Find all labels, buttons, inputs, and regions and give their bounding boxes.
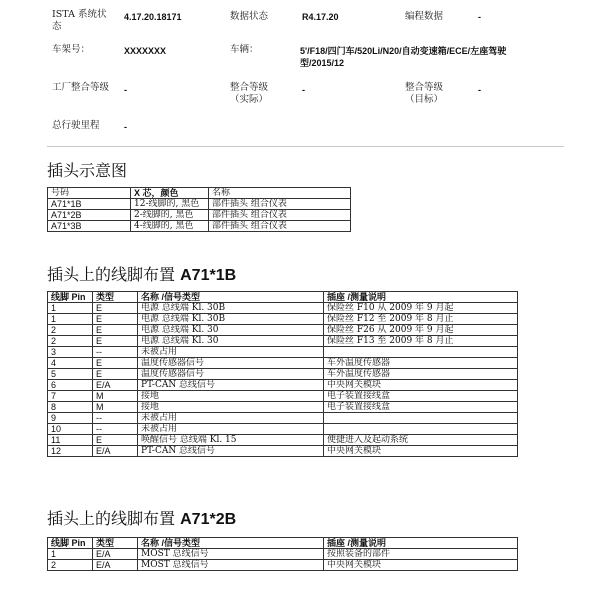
table-row [48, 446, 518, 457]
pin-signal: 温度传感器信号 [138, 369, 324, 380]
pin-signal: PT-CAN 总线信号 [138, 380, 324, 391]
table-row [48, 325, 518, 336]
pin-signal: 唤醒信号 总线端 Kl. 15 [138, 435, 324, 446]
pin-signal: 电源 总线端 Kl. 30 [138, 325, 324, 336]
pin-assignment-1-title-text: 插头上的线脚布置 [47, 265, 176, 284]
pin-table-header [48, 538, 518, 549]
pin-signal: 电源 总线端 Kl. 30B [138, 314, 324, 325]
pin-signal: 接地 [138, 391, 324, 402]
table-row [48, 391, 518, 402]
plug-table [47, 187, 351, 232]
pin-type: M [93, 402, 138, 413]
factory-integration-value: - [124, 85, 127, 95]
pin-number: 6 [48, 380, 93, 391]
pin-socket [324, 347, 518, 358]
plug-name: 部件插头 组合仪表 [209, 210, 351, 221]
pin-socket: 中央网关模块 [324, 560, 518, 571]
pin-signal: PT-CAN 总线信号 [138, 446, 324, 457]
mileage-label: 总行驶里程 [52, 120, 100, 131]
pin-type: E [93, 303, 138, 314]
pin-type: M [93, 391, 138, 402]
pin-number: 12 [48, 446, 93, 457]
pin-socket: 保险丝 F26 从 2009 年 9 月起 [324, 325, 518, 336]
pin-number: 2 [48, 560, 93, 571]
pin-socket: 保险丝 F10 从 2009 年 9 月起 [324, 303, 518, 314]
integration-actual-label: 整合等级（实际） [230, 82, 269, 105]
pin-assignment-1-title-code: A71*1B [180, 267, 237, 284]
pin-number: 8 [48, 402, 93, 413]
pin-socket [324, 424, 518, 435]
pin-number: 9 [48, 413, 93, 424]
header-pins-color: X 芯，颜色 [131, 188, 209, 199]
pin-assignment-2-title-code: A71*2B [180, 511, 237, 528]
pin-signal: 温度传感器信号 [138, 358, 324, 369]
vehicle-value: 5'/F18/四门车/520Li/N20/自动变速箱/ECE/左座驾驶型/2015/12 [300, 46, 507, 68]
data-status-label: 数据状态 [230, 11, 269, 22]
pin-type: E [93, 358, 138, 369]
plug-pins-color: 2-线脚的, 黑色 [131, 210, 209, 221]
table-row [48, 560, 518, 571]
ista-status-label: ISTA 系统状态 [52, 9, 107, 32]
pin-number: 11 [48, 435, 93, 446]
ista-status-value: 4.17.20.18171 [124, 12, 182, 22]
pin-number: 1 [48, 549, 93, 560]
plug-table-header [48, 188, 351, 199]
header-pin: 线脚 Pin [48, 538, 93, 549]
table-row [48, 221, 351, 232]
pin-signal: MOST 总线信号 [138, 560, 324, 571]
pin-number: 1 [48, 303, 93, 314]
pin-socket: 按照装备的部件 [324, 549, 518, 560]
chassis-value: XXXXXXX [124, 46, 167, 56]
header-name: 名称 [209, 188, 351, 199]
pin-number: 7 [48, 391, 93, 402]
pin-socket: 车外温度传感器 [324, 369, 518, 380]
pin-table-header [48, 292, 518, 303]
header-type: 类型 [93, 538, 138, 549]
table-row [48, 549, 518, 560]
pin-number: 3 [48, 347, 93, 358]
pin-number: 1 [48, 314, 93, 325]
pin-signal: MOST 总线信号 [138, 549, 324, 560]
table-row [48, 314, 518, 325]
pin-socket: 车外温度传感器 [324, 358, 518, 369]
plug-pins-color: 4-线脚的, 黑色 [131, 221, 209, 232]
pin-type: E/A [93, 560, 138, 571]
pin-signal: 未被占用 [138, 347, 324, 358]
table-row [48, 380, 518, 391]
pin-type: E [93, 369, 138, 380]
plug-diagram-title: 插头示意图 [47, 161, 128, 180]
pin-type: E [93, 336, 138, 347]
pin-number: 4 [48, 358, 93, 369]
header-number: 号码 [48, 188, 131, 199]
programming-data-label: 编程数据 [405, 11, 444, 22]
table-row [48, 358, 518, 369]
pin-socket [324, 413, 518, 424]
plug-number: A71*2B [48, 210, 131, 221]
pin-number: 2 [48, 336, 93, 347]
data-status-value: R4.17.20 [302, 12, 339, 22]
pin-type: -- [93, 424, 138, 435]
pin-type: E [93, 435, 138, 446]
pin-type: E [93, 325, 138, 336]
pin-socket: 保险丝 F12 至 2009 年 8 月止 [324, 314, 518, 325]
table-row [48, 435, 518, 446]
pin-socket: 保险丝 F13 至 2009 年 8 月止 [324, 336, 518, 347]
header-pin: 线脚 Pin [48, 292, 93, 303]
pin-signal: 未被占用 [138, 413, 324, 424]
pin-signal: 未被占用 [138, 424, 324, 435]
pin-signal: 电源 总线端 Kl. 30B [138, 303, 324, 314]
pin-socket: 便捷进入及起动系统 [324, 435, 518, 446]
header-socket: 插座 /测量说明 [324, 538, 518, 549]
plug-number: A71*1B [48, 199, 131, 210]
header-signal: 名称 /信号类型 [138, 292, 324, 303]
pin-type: E/A [93, 380, 138, 391]
plug-number: A71*3B [48, 221, 131, 232]
pin-assignment-1-title [47, 265, 236, 286]
plug-name: 部件插头 组合仪表 [209, 221, 351, 232]
factory-integration-label: 工厂整合等级 [52, 82, 110, 93]
pin-assignment-2-title [47, 509, 236, 530]
pin-signal: 电源 总线端 Kl. 30 [138, 336, 324, 347]
chassis-label: 车架号： [52, 44, 91, 55]
pin-type: E/A [93, 446, 138, 457]
table-row [48, 402, 518, 413]
section-divider [47, 146, 564, 147]
table-row [48, 336, 518, 347]
pin-number: 5 [48, 369, 93, 380]
integration-actual-value: - [302, 85, 305, 95]
header-signal: 名称 /信号类型 [138, 538, 324, 549]
plug-name: 部件插头 组合仪表 [209, 199, 351, 210]
pin-number: 2 [48, 325, 93, 336]
pin-socket: 中央网关模块 [324, 380, 518, 391]
pin-type: E [93, 314, 138, 325]
pin-assignment-2-title-text: 插头上的线脚布置 [47, 509, 176, 528]
pin-type: -- [93, 413, 138, 424]
plug-pins-color: 12-线脚的, 黑色 [131, 199, 209, 210]
header-type: 类型 [93, 292, 138, 303]
pin-signal: 接地 [138, 402, 324, 413]
header-socket: 插座 /测量说明 [324, 292, 518, 303]
table-row [48, 369, 518, 380]
table-row [48, 199, 351, 210]
table-row [48, 424, 518, 435]
pin-socket: 电子装置接线盒 [324, 402, 518, 413]
pin-socket: 中央网关模块 [324, 446, 518, 457]
programming-data-value: - [478, 12, 481, 22]
pin-type: E/A [93, 549, 138, 560]
pin-table-body [48, 549, 518, 571]
table-row [48, 210, 351, 221]
integration-target-label: 整合等级（目标） [405, 82, 444, 105]
vehicle-label: 车辆： [230, 44, 259, 55]
pin-table-a71-1b [47, 291, 518, 457]
pin-table-a71-2b [47, 537, 518, 571]
pin-type: -- [93, 347, 138, 358]
pin-socket: 电子装置接线盒 [324, 391, 518, 402]
pin-number: 10 [48, 424, 93, 435]
pin-table-body [48, 303, 518, 457]
table-row [48, 303, 518, 314]
table-row [48, 413, 518, 424]
mileage-value: - [124, 122, 127, 132]
table-row [48, 347, 518, 358]
integration-target-value: - [478, 85, 481, 95]
